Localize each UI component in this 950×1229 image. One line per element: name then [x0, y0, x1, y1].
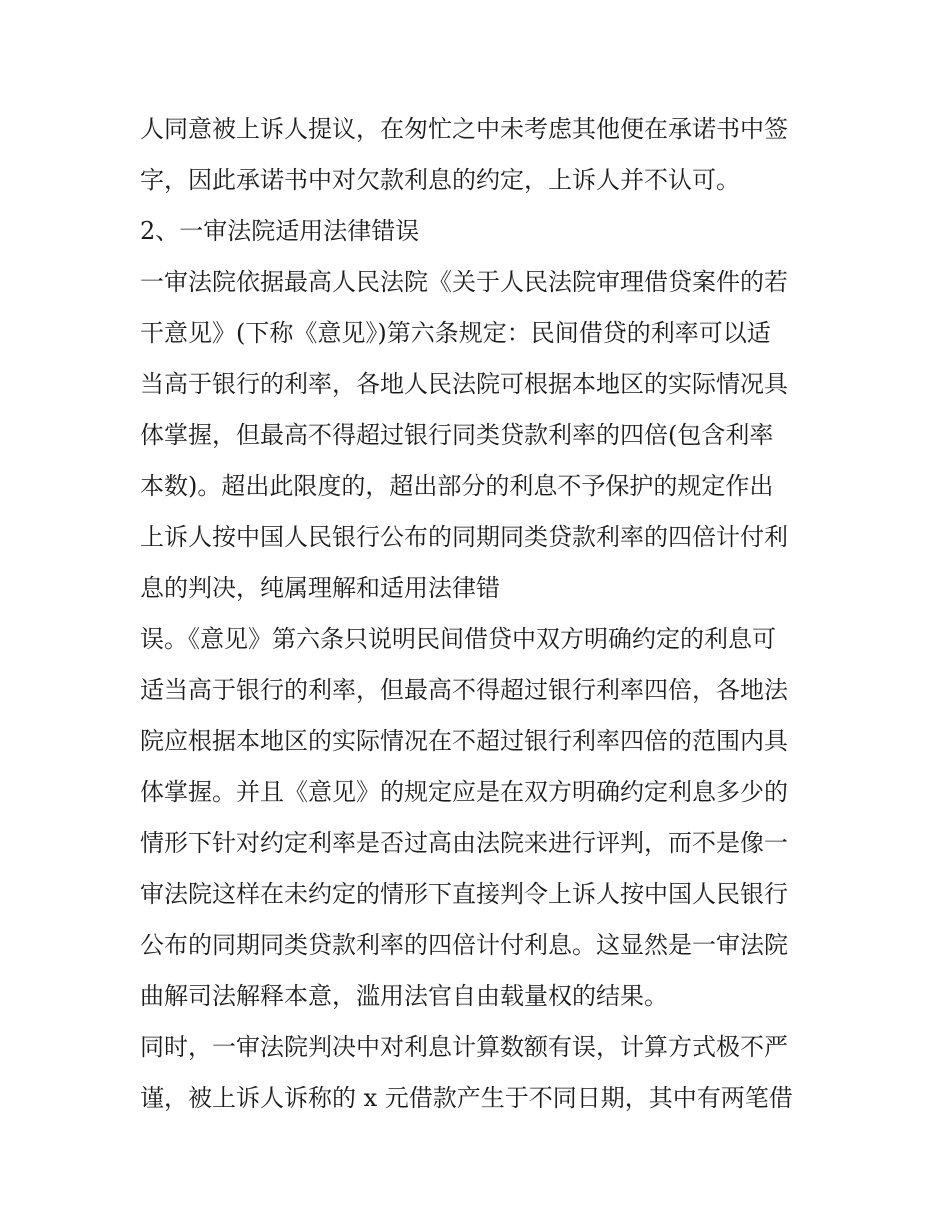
text-line: 人同意被上诉人提议，在匆忙之中未考虑其他便在承诺书中签: [140, 115, 788, 143]
text-line: 审法院这样在未约定的情形下直接判令上诉人按中国人民银行: [140, 880, 788, 908]
text-line: 适当高于银行的利率，但最高不得超过银行利率四倍，各地法: [140, 676, 788, 704]
text-line: 上诉人按中国人民银行公布的同期同类贷款利率的四倍计付利: [140, 523, 788, 551]
section-heading: 2、一审法院适用法律错误: [140, 217, 420, 245]
text-line: 体掌握。并且《意见》的规定应是在双方明确约定利息多少的: [140, 778, 788, 806]
text-line: 谨，被上诉人诉称的 x 元借款产生于不同日期，其中有两笔借: [140, 1084, 793, 1112]
text-line: 字，因此承诺书中对欠款利息的约定，上诉人并不认可。: [140, 166, 740, 194]
text-line: 同时，一审法院判决中对利息计算数额有误，计算方式极不严: [140, 1033, 788, 1061]
text-line: 当高于银行的利率，各地人民法院可根据本地区的实际情况具: [140, 370, 788, 398]
text-line: 误。《意见》第六条只说明民间借贷中双方明确约定的利息可: [140, 625, 776, 653]
text-line: 情形下针对约定利率是否过高由法院来进行评判，而不是像一: [140, 829, 788, 857]
text-line: 曲解司法解释本意，滥用法官自由载量权的结果。: [140, 982, 668, 1010]
text-line: 本数)。超出此限度的，超出部分的利息不予保护的规定作出: [140, 472, 774, 500]
document-body: [140, 104, 820, 1124]
text-line: 公布的同期同类贷款利率的四倍计付利息。这显然是一审法院: [140, 931, 788, 959]
text-line: 体掌握，但最高不得超过银行同类贷款利率的四倍(包含利率: [140, 421, 774, 449]
text-line: 院应根据本地区的实际情况在不超过银行利率四倍的范围内具: [140, 727, 788, 755]
text-line: 干意见》(下称《意见》)第六条规定：民间借贷的利率可以适: [140, 319, 771, 347]
text-line: 息的判决，纯属理解和适用法律错: [140, 574, 500, 602]
text-line: 一审法院依据最高人民法院《关于人民法院审理借贷案件的若: [140, 268, 788, 296]
